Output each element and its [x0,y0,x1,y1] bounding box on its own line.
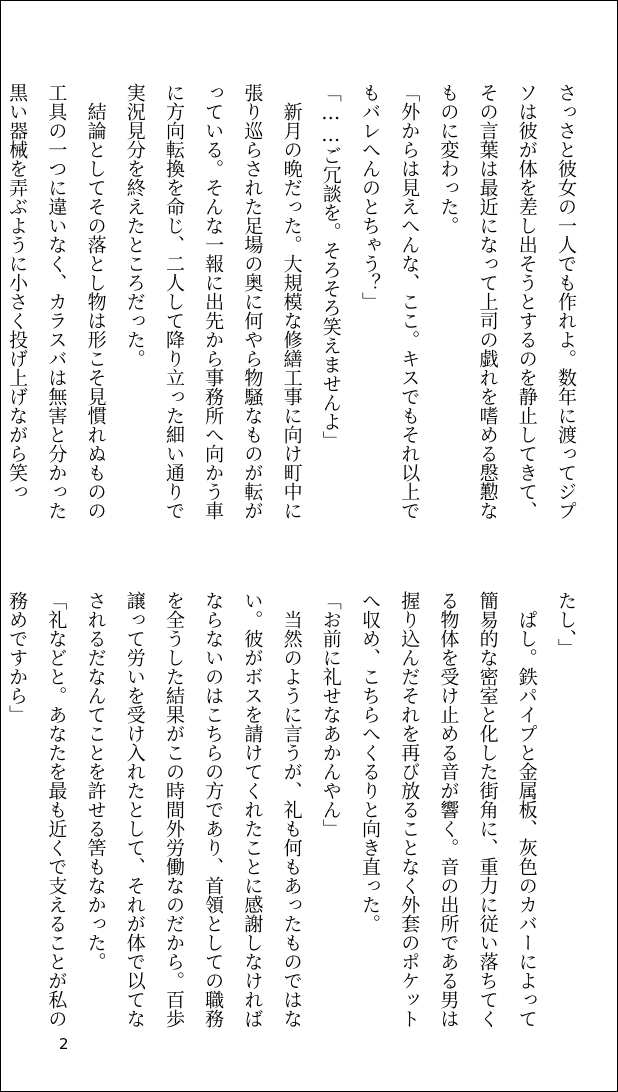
paragraph: 当然のように言うが、礼も何もあったものではない。彼がボスを請けてくれたことに感謝しなければならないのはこちらの方であり、首領としての職務を全うした結果がこの時間外労働なのだから。百歩譲って労いを受け入れたとして、それが体で以てなされるだなんてことを許せる筈もなかった。 [84,591,303,1028]
paragraph: 「……ご冗談を。そろそろ笑えませんよ」 [319,83,342,450]
page-number: 2 [59,1035,69,1053]
paragraph: ぱし。鉄パイプと金属板、灰色のカバーによって簡易的な密室と化した街角に、重力に従い落ちてくる物体を受け止める音が響く。音の出所である男は握り込んだそれを再び放ることなく外套のポケットへ収め、こちらへくるりと向き直った。 [358,591,538,1028]
paragraph: 新月の晩だった。大規模な修繕工事に向け町中に張り巡らされた足場の奥に何やら物騒なものが転がっている。そんな一報に出先から事務所へ向かう車に方向転換を命じ、二人して降り立った細い通りで実況見分を終えたところだった。 [123,83,303,520]
paragraph: 「外からは見えへんな、ここ。キスでもそれ以上でもバレへんのとちゃう？」 [358,83,421,520]
paragraph: 結論としてその落とし物は形こそ見慣れぬものの工具の一つに違いなく、カラスバは無害と分かった黒い器械を弄ぶように小さく投げ上げながら笑っ [6,83,107,520]
upper-text-block [6,83,585,523]
paragraph: 「礼などと。あなたを最も近くで支えることが私の務めですから」 [6,591,68,1028]
paragraph: 「お前に礼せなあかんやん」 [319,591,342,838]
paragraph: さっさと彼女の一人でも作れよ。数年に渡ってジプソは彼が体を差し出そうとするのを静止してきて、その言葉は最近になって上司の戯れを嗜める慇懃なものに変わった。 [437,83,577,520]
paragraph: たし、」 [555,591,577,658]
lower-text-block [6,591,585,1031]
